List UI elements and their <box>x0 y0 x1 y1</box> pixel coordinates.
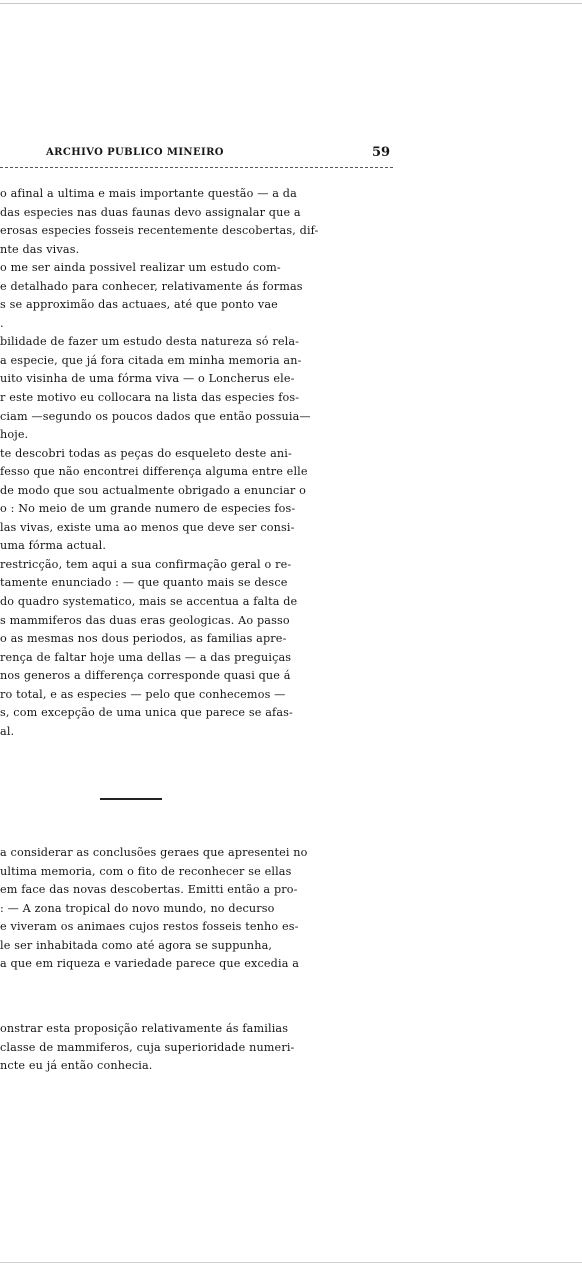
text-line: las vivas, existe uma ao menos que deve ser consi- <box>0 520 295 534</box>
text-line: . <box>0 316 4 330</box>
text-line: s se approximão das actuaes, até que ponto vae <box>0 298 278 312</box>
header-rule <box>0 167 393 168</box>
text-line: de modo que sou actualmente obrigado a enunciar o <box>0 483 306 497</box>
text-line: onstrar esta proposição relativamente ás familias <box>0 1022 289 1035</box>
text-line: e detalhado para conhecer, relativamente ás formas <box>0 279 303 293</box>
top-edge-rule <box>0 3 582 4</box>
section-separator-rule <box>100 798 162 800</box>
text-line: uito visinha de uma fórma viva — o Loncherus ele- <box>0 372 295 386</box>
text-line: : — A zona tropical do novo mundo, no decurso <box>0 901 275 915</box>
text-line: bilidade de fazer um estudo desta natureza só rela- <box>0 335 300 349</box>
text-line: em face das novas descobertas. Emitti então a pro- <box>0 883 298 897</box>
text-line: le ser inhabitada como até agora se suppunha, <box>0 938 273 952</box>
text-line: al. <box>0 724 15 738</box>
text-line: e viveram os animaes cujos restos fosseis tenho es- <box>0 920 299 934</box>
text-line: te descobri todas as peças do esqueleto deste ani- <box>0 446 292 460</box>
bottom-edge-rule <box>0 1262 582 1263</box>
text-line: das especies nas duas faunas devo assignalar que a <box>0 205 301 219</box>
paragraph-block-1 <box>0 185 410 741</box>
text-line: a especie, que já fora citada em minha memoria an- <box>0 353 302 367</box>
text-line: a que em riqueza e variedade parece que excedia a <box>0 957 300 971</box>
text-line: nte das vivas. <box>0 242 80 256</box>
text-line: o me ser ainda possivel realizar um estudo com- <box>0 261 281 275</box>
text-line: restricção, tem aqui a sua confirmação geral o re- <box>0 557 292 571</box>
text-line: s mammiferos das duas eras geologicas. Ao passo <box>0 613 290 627</box>
text-line: o : No meio de um grande numero de especies fos- <box>0 502 296 516</box>
text-line: ultima memoria, com o fito de reconhecer se ellas <box>0 864 292 878</box>
page-number: 59 <box>372 145 391 160</box>
text-line: tamente enunciado : — que quanto mais se desce <box>0 576 288 590</box>
text-line: a considerar as conclusões geraes que apresentei no <box>0 846 308 859</box>
text-line: ncte eu já então conhecia. <box>0 1059 153 1073</box>
text-line: ro total, e as especies — pelo que conhecemos — <box>0 687 286 701</box>
text-line: erosas especies fosseis recentemente descobertas, dif- <box>0 224 319 238</box>
text-line: rença de faltar hoje uma dellas — a das preguiças <box>0 650 292 664</box>
text-line: classe de mammiferos, cuja superioridade numeri- <box>0 1040 295 1054</box>
text-line: nos generos a differença corresponde quasi que á <box>0 669 291 683</box>
text-line: uma fórma actual. <box>0 539 107 553</box>
text-line: do quadro systematico, mais se accentua a falta de <box>0 595 298 609</box>
text-line: hoje. <box>0 428 29 442</box>
text-line: ciam —segundo os poucos dados que então possuia— <box>0 409 311 423</box>
text-line: o afinal a ultima e mais importante questão — a da <box>0 187 297 200</box>
text-line: s, com excepção de uma unica que parece se afas- <box>0 706 293 720</box>
text-line: fesso que não encontrei differença alguma entre elle <box>0 465 308 479</box>
running-header <box>0 146 395 168</box>
text-line: r este motivo eu collocara na lista das especies fos- <box>0 391 300 405</box>
paragraph-block-2 <box>0 844 410 974</box>
running-title: ARCHIVO PUBLICO MINEIRO <box>46 147 224 158</box>
paragraph-block-3 <box>0 1020 410 1076</box>
text-line: o as mesmas nos dous periodos, as familias apre- <box>0 632 287 646</box>
